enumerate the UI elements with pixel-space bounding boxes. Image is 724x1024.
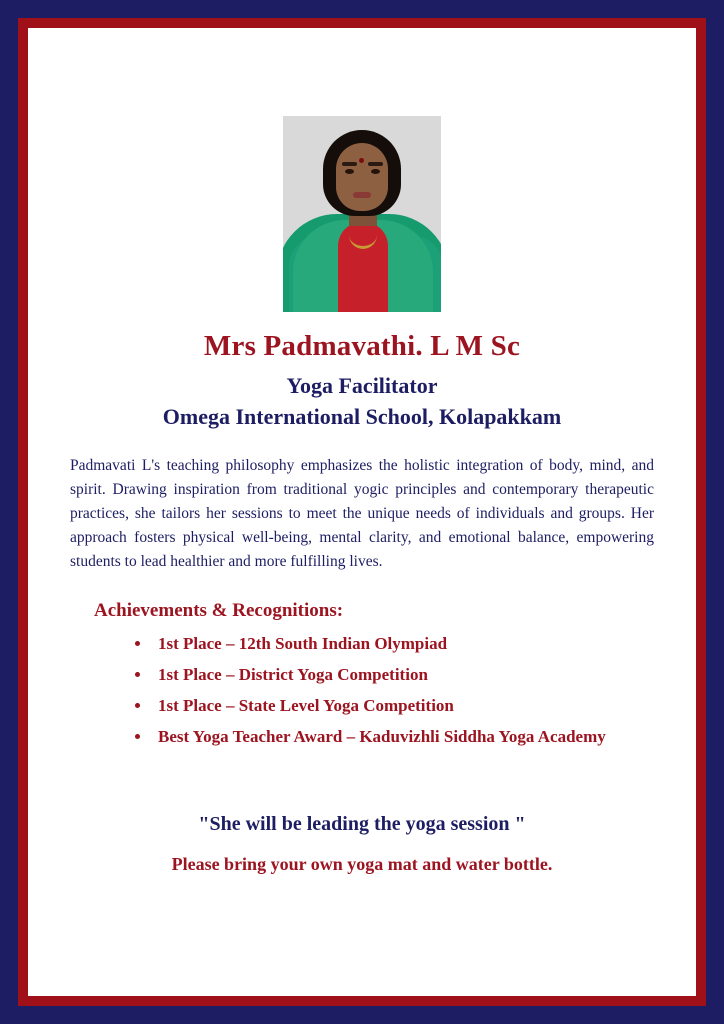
biography-paragraph: Padmavati L's teaching philosophy emphasizes the holistic integration of body, mind, and spirit. Drawing inspiration from traditional yogic principles and contemporary therapeutic practices, she tailors her sessions to meet the unique needs of individuals and groups. Her approach fosters physical well-being, mental clarity, and emotional balance, empowering students to lead healthier and more fulfilling lives.: [70, 457, 654, 571]
list-item: • 1st Place – State Level Yoga Competition: [152, 692, 660, 720]
list-item: • 1st Place – 12th South Indian Olympiad: [152, 630, 660, 658]
portrait-photo: [283, 116, 441, 312]
list-item: • Best Yoga Teacher Award – Kaduvizhli Siddha Yoga Academy: [152, 723, 660, 751]
achievements-list: [64, 630, 660, 751]
person-school: Omega International School, Kolapakkam: [162, 404, 562, 429]
person-name: Mrs Padmavathi. L M Sc: [203, 330, 521, 362]
list-item: • 1st Place – District Yoga Competition: [152, 661, 660, 689]
attendee-note: Please bring your own yoga mat and water bottle.: [171, 854, 553, 875]
person-role: Yoga Facilitator: [286, 373, 438, 398]
achievements-heading: Achievements & Recognitions:: [94, 600, 344, 622]
session-quote: "She will be leading the yoga session ": [198, 813, 526, 836]
photo-container: [64, 116, 660, 312]
poster-content-card: [28, 28, 696, 996]
poster-inner-border: [18, 18, 706, 1006]
